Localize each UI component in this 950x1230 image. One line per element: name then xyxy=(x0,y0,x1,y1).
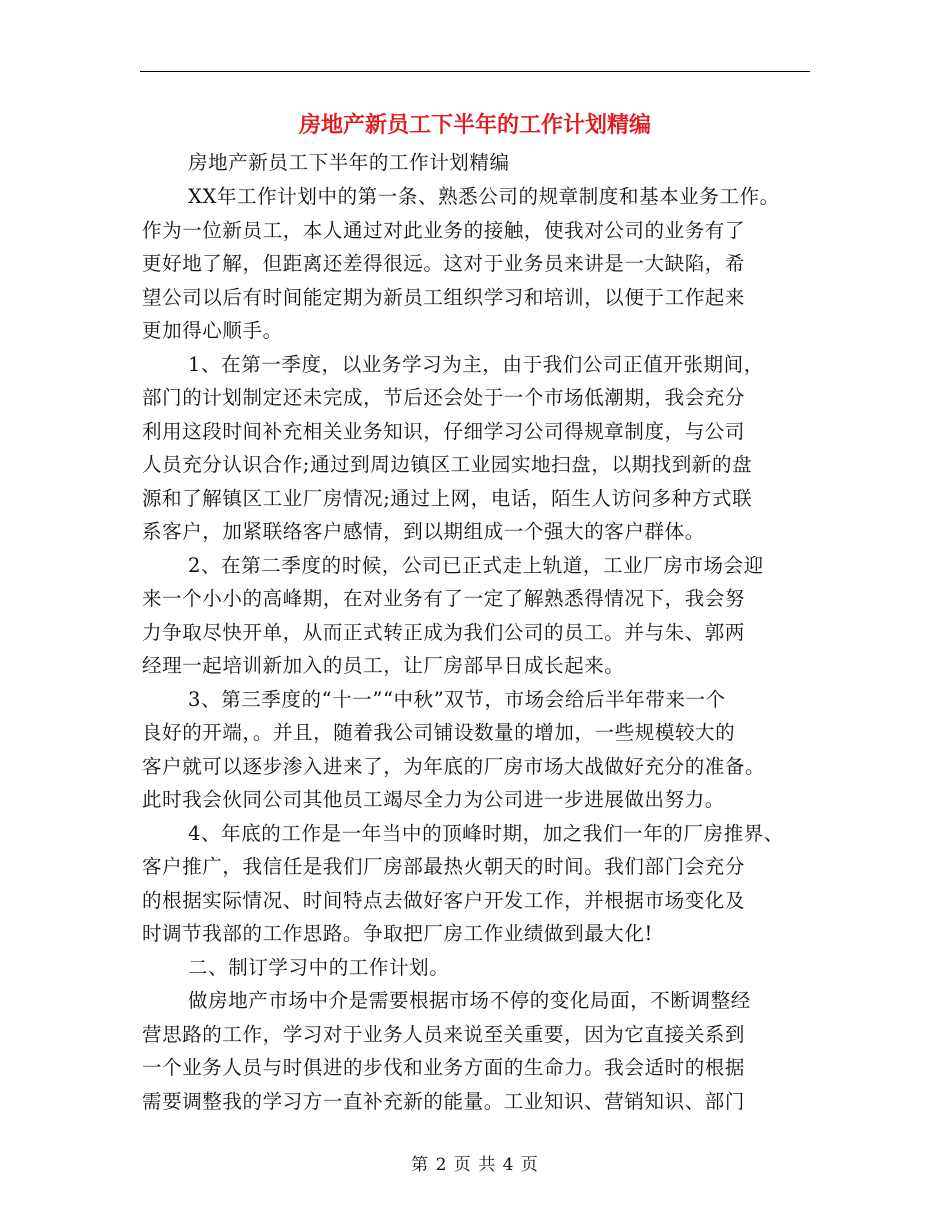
body-line: 客户就可以逐步渗入进来了，为年底的厂房市场大战做好充分的准备。 xyxy=(142,755,766,778)
body-line: 1、在第一季度，以业务学习为主，由于我们公司正值开张期间， xyxy=(188,353,764,376)
body-line: 时调节我部的工作思路。争取把厂房工作业绩做到最大化! xyxy=(142,922,653,945)
body-line: 经理一起培训新加入的员工，让厂房部早日成长起来。 xyxy=(142,654,625,677)
body-line: 作为一位新员工，本人通过对此业务的接触，使我对公司的业务有了 xyxy=(142,219,746,242)
body-line: 需要调整我的学习方一直补充新的能量。工业知识、营销知识、部门 xyxy=(142,1090,746,1113)
body-line: 的根据实际情况、时间特点去做好客户开发工作，并根据市场变化及 xyxy=(142,889,746,912)
body-line: 望公司以后有时间能定期为新员工组织学习和培训，以便于工作起来 xyxy=(142,286,746,309)
body-line: 4、年底的工作是一年当中的顶峰时期，加之我们一年的厂房推界、 xyxy=(188,822,784,845)
body-line: 力争取尽快开单，从而正式转正成为我们公司的员工。并与朱、郭两 xyxy=(142,621,746,644)
page-number: 第 2 页 共 4 页 xyxy=(411,1155,539,1175)
body-line: XX年工作计划中的第一条、熟悉公司的规章制度和基本业务工作。 xyxy=(188,185,780,208)
body-line: 系客户，加紧联络客户感情，到以期组成一个强大的客户群体。 xyxy=(142,520,705,543)
body-line: 此时我会伙同公司其他员工竭尽全力为公司进一步进展做出努力。 xyxy=(142,788,725,811)
document-title: 房地产新员工下半年的工作计划精编 xyxy=(298,112,651,138)
body-line: 房地产新员工下半年的工作计划精编 xyxy=(188,151,510,174)
body-line: 2、在第二季度的时候，公司已正式走上轨道，工业厂房市场会迎 xyxy=(188,554,764,577)
body-line: 营思路的工作，学习对于业务人员来说至关重要，因为它直接关系到 xyxy=(142,1023,746,1046)
body-line: 客户推广，我信任是我们厂房部最热火朝天的时间。我们部门会充分 xyxy=(142,855,746,878)
body-line: 良好的开端，。并且，随着我公司铺设数量的增加，一些规模较大的 xyxy=(142,721,736,744)
body-line: 利用这段时间补充相关业务知识，仔细学习公司得规章制度，与公司 xyxy=(142,420,746,443)
body-line: 做房地产市场中介是需要根据市场不停的变化局面，不断调整经 xyxy=(188,989,751,1012)
body-line: 来一个小小的高峰期，在对业务有了一定了解熟悉得情况下，我会努 xyxy=(142,587,746,610)
body-line: 一个业务人员与时俱进的步伐和业务方面的生命力。我会适时的根据 xyxy=(142,1056,746,1079)
body-line: 二、制订学习中的工作计划。 xyxy=(188,956,450,979)
body-line: 3、第三季度的“十一”“中秋”双节，市场会给后半年带来一个 xyxy=(188,688,726,711)
body-line: 部门的计划制定还未完成，节后还会处于一个市场低潮期，我会充分 xyxy=(142,386,746,409)
body-line: 更加得心顺手。 xyxy=(142,319,283,342)
body-line: 源和了解镇区工业厂房情况;通过上网，电话，陌生人访问多种方式联 xyxy=(142,487,753,510)
body-line: 更好地了解，但距离还差得很远。这对于业务员来讲是一大缺陷，希 xyxy=(142,252,746,275)
body-line: 人员充分认识合作;通过到周边镇区工业园实地扫盘，以期找到新的盘 xyxy=(142,453,753,476)
header-rule xyxy=(140,71,810,72)
